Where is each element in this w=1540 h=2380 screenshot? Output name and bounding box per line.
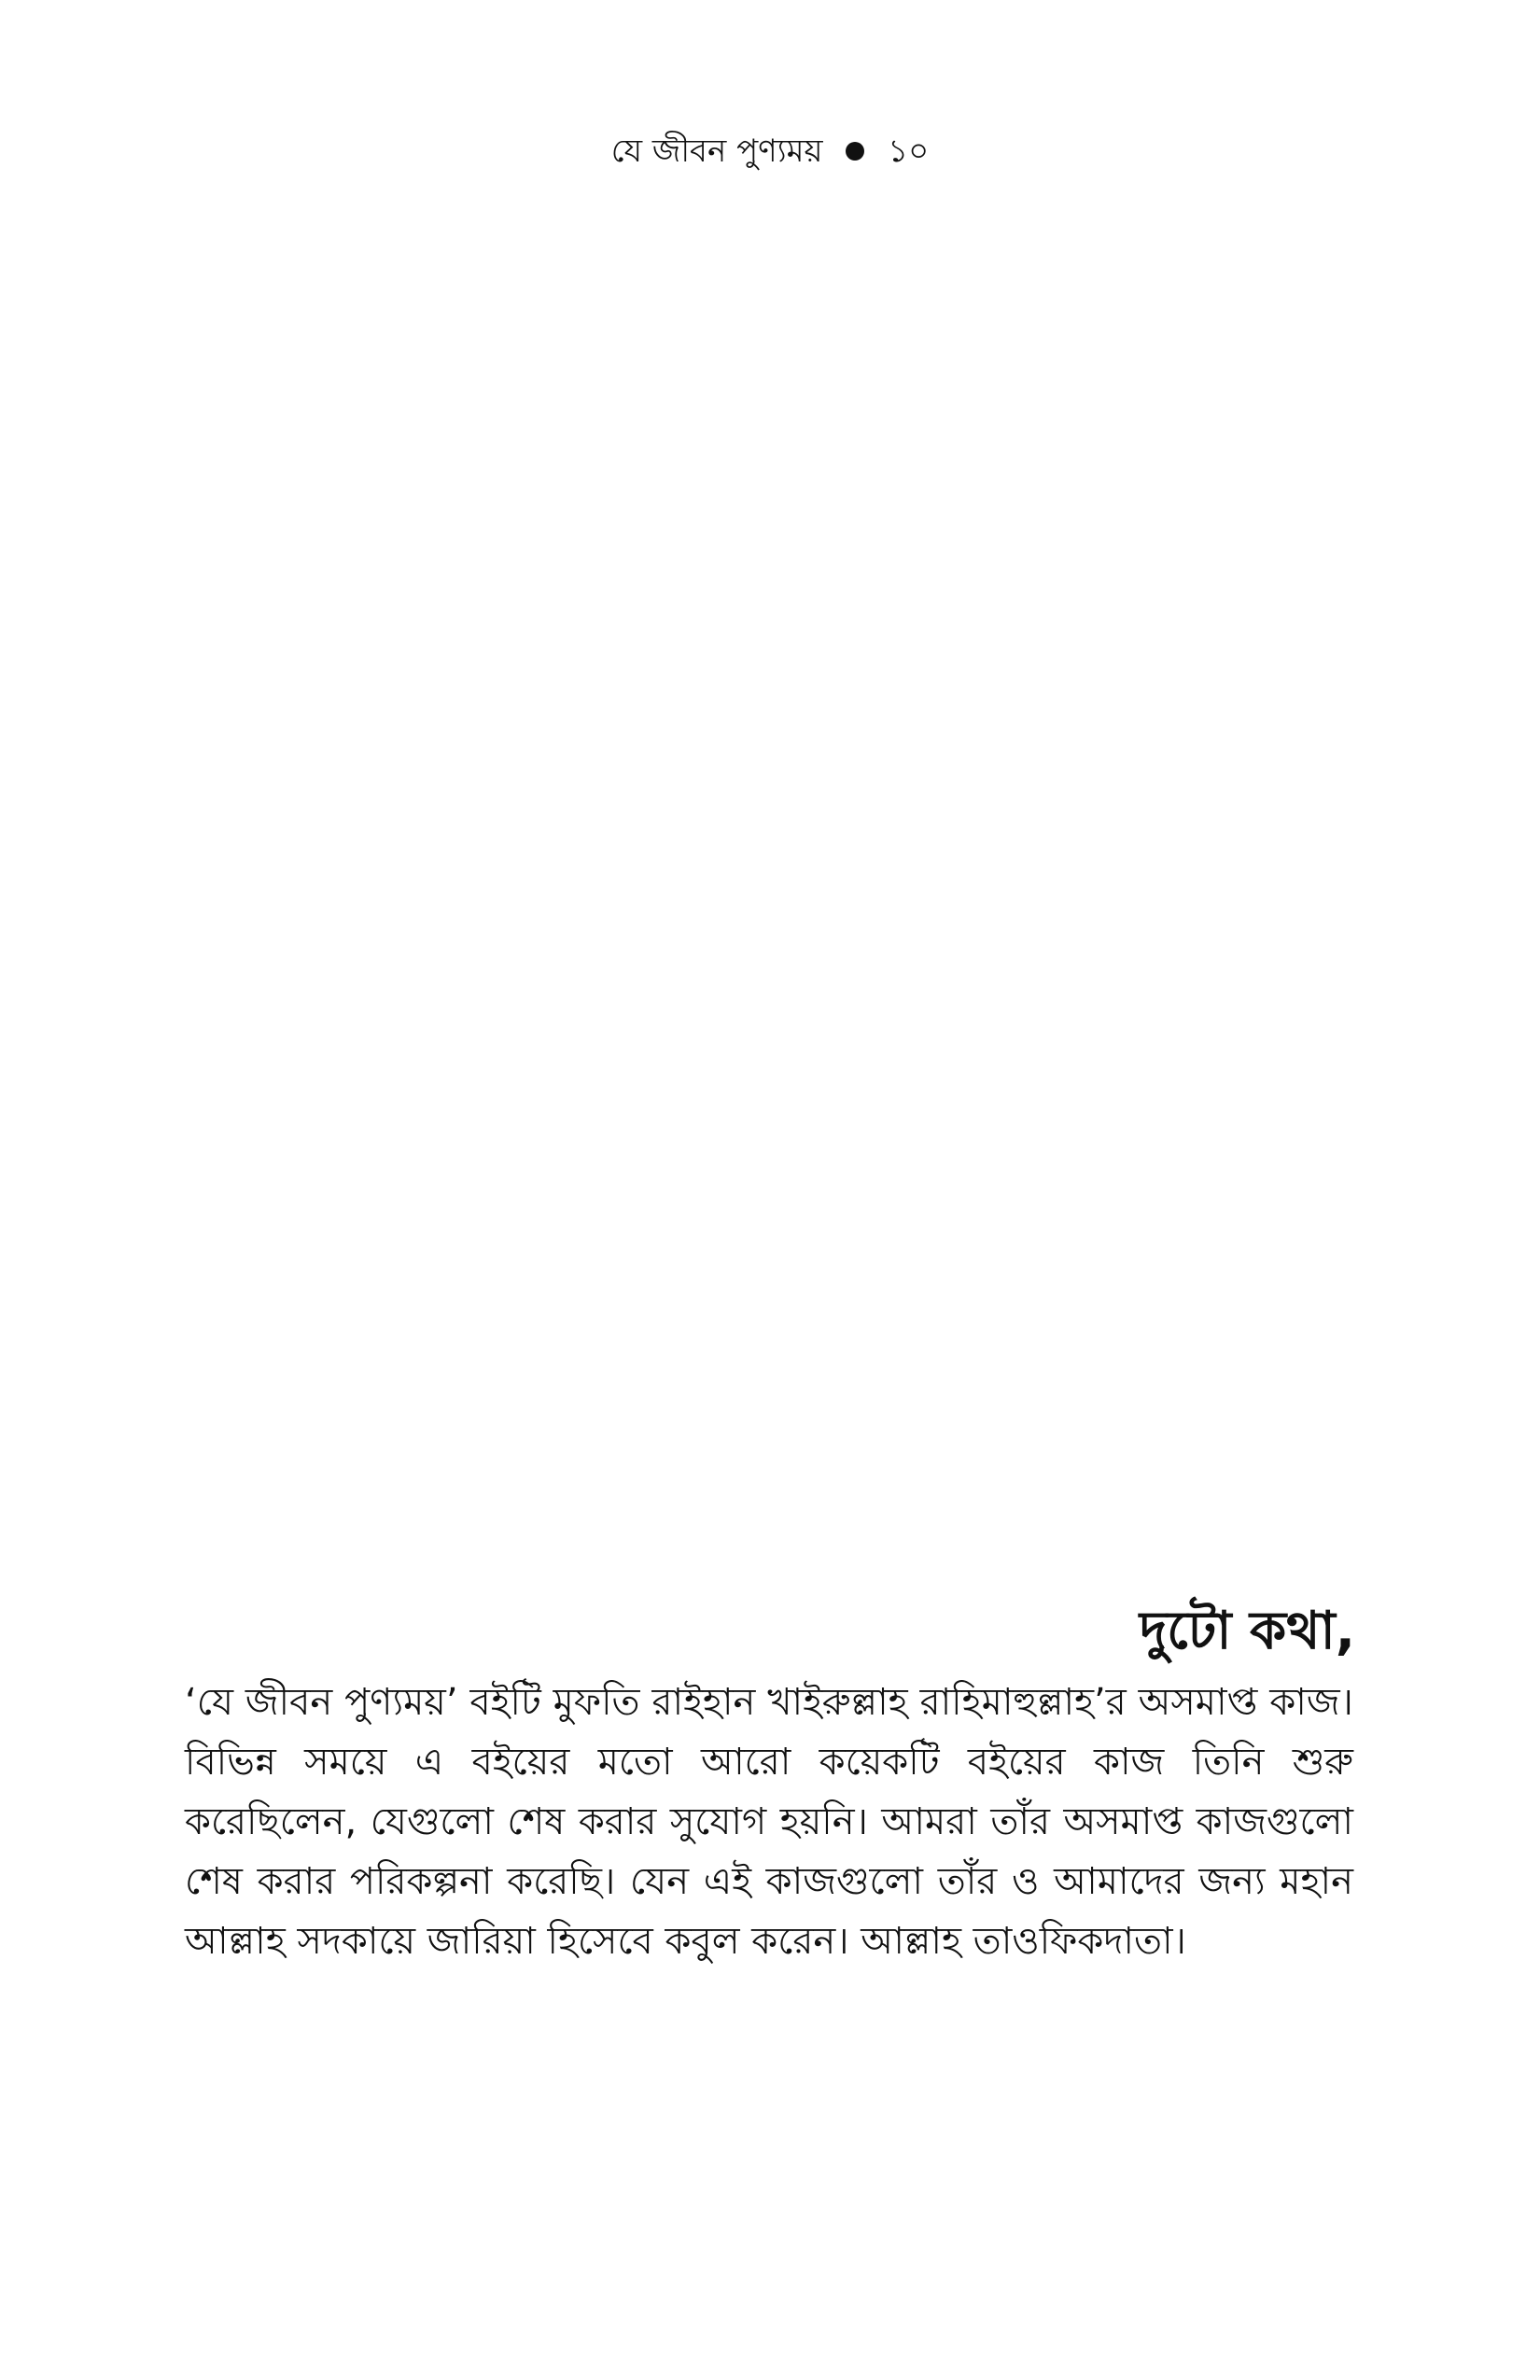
body-paragraph: ‘যে জীবন পুণ্যময়’ বইটি মুফতি রাইহান খাইরুল্লাহ রাহিমাহুল্লাহ’র অসমাপ্ত কাজ। বিভিন্ন সময়ে এ বইয়ের মতো আরো কয়েকটি বইয়ের কাজ তিনি শুরু করেছিলেন, যেগুলো শেষ করার সুযোগ হয়নি। আমরা তাঁর অসমাপ্ত কাজগুলো শেষ করার পরিকল্পনা করেছি। যেন এই কাজগুলো তাঁর ও আমাদের জন্য মহান আল্লাহ সদকায়ে জারিয়া হিসেবে কবুল করেন। আল্লাহ তাওফিকদাতা। <box>185 1681 1353 1963</box>
section-title: দুটো কথা, <box>1139 1601 1355 1661</box>
book-title: যে জীবন পুণ্যময় <box>610 133 823 170</box>
bullet-separator-icon <box>846 142 864 161</box>
running-header <box>0 131 1540 172</box>
page-number: ১০ <box>888 133 930 170</box>
